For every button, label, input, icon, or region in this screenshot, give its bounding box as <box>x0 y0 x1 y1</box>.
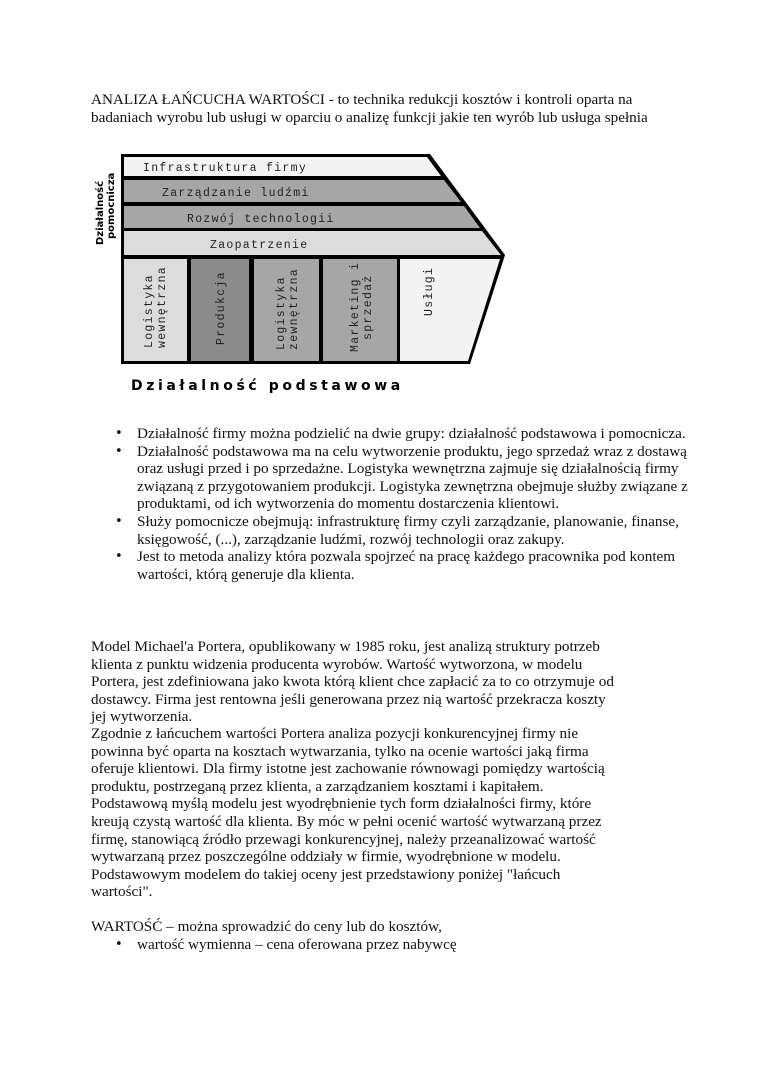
primary-label: Produkcja <box>215 271 228 345</box>
list-item: • Jest to metoda analizy która pozwala spojrzeć na pracę każdego pracownika pod kontem wartości, którą generuje dla klienta. <box>137 548 697 583</box>
primary-label: wewnętrzna <box>156 265 169 348</box>
value-chain-diagram <box>85 135 525 405</box>
list-item: • Służy pomocnicze obejmują: infrastrukturę firmy czyli zarządzanie, planowanie, finanse, księgowość, (...), zarządzanie ludźmi, rozwój technologii oraz zakupy. <box>137 513 697 548</box>
bullet-list <box>91 425 697 583</box>
primary-label: Usługi <box>423 266 436 316</box>
support-label: Rozwój technologii <box>187 213 335 226</box>
primary-label: sprzedaż <box>362 274 375 340</box>
support-label: Infrastruktura firmy <box>143 162 308 175</box>
value-heading: WARTOŚĆ – można sprowadzić do ceny lub do kosztów, <box>91 918 442 935</box>
primary-label: Logistyka <box>143 274 156 348</box>
primary-activities-label: Działalność podstawowa <box>131 378 404 394</box>
side-label <box>94 173 117 245</box>
support-label: Zaopatrzenie <box>210 239 309 252</box>
list-item: • wartość wymienna – cena oferowana przez nabywcę <box>137 936 697 954</box>
primary-label: zewnętrzna <box>288 267 301 350</box>
list-item: • Działalność firmy można podzielić na dwie grupy: działalność podstawowa i pomocnicza. <box>137 425 697 443</box>
primary-label: Logistyka <box>275 276 288 350</box>
intro-text: ANALIZA ŁAŃCUCHA WARTOŚCI - to technika redukcji kosztów i kontroli oparta na badaniach wyrobu lub usługi w oparciu o analizę funkcji jakie ten wyrób lub usługa spełnia <box>91 91 648 126</box>
support-row-procurement <box>124 231 501 255</box>
porter-paragraph-2: Zgodnie z łańcuchem wartości Portera analiza pozycji konkurencyjnej firmy nie powinna być oparta na kosztach wytwarzania, tylko na ocenie wartości jaką firma oferuje klientowi. Dla firmy istotne jest zachowanie równowagi pomiędzy wartością produktu, postrzeganą przez klienta, a zarządzaniem kosztami i kapitałem. Podstawową myślą modelu jest wyodrębnienie tych form działalności firmy, które kreują czystą wartość dla klienta. By móc w pełni ocenić wartość wytwarzaną przez firmę, stanowiącą źródło przewagi konkurencyjnej, należy przeanalizować wartość wytwarzaną przez poszczególne oddziały w firmie, wyodrębnione w modelu. Podstawowym modelem do takiej oceny jest przedstawiony poniżej "łańcuch wartości". <box>91 725 605 901</box>
porter-paragraph: Model Michael'a Portera, opublikowany w 1985 roku, jest analizą struktury potrzeb klienta z punktu widzenia producenta wyrobów. Wartość wytworzona, w modelu Portera, jest zdefiniowana jako kwota którą klient chce zapłacić za to co otrzymuje od dostawcy. Firma jest rentowna jeśli generowana przez nią wartość przekracza koszty jej wytworzenia. <box>91 638 614 726</box>
value-bullet-list <box>91 936 697 954</box>
list-item: • Działalność podstawowa ma na celu wytworzenie produktu, jego sprzedaż wraz z dostawą oraz usługi przed i po sprzedażne. Logistyka wewnętrzna zajmuje się działalnością firmy związaną z przygotowaniem produkcji. Logistyka zewnętrzna obejmuje służby związane z produktami, od ich wytworzenia do momentu dostarczenia klientowi. <box>137 443 697 513</box>
side-label-2: pomocnicza <box>106 172 117 239</box>
side-label-1: Działalność <box>95 180 106 245</box>
support-label: Zarządzanie ludźmi <box>162 187 310 200</box>
primary-label: Marketing i <box>349 261 362 352</box>
